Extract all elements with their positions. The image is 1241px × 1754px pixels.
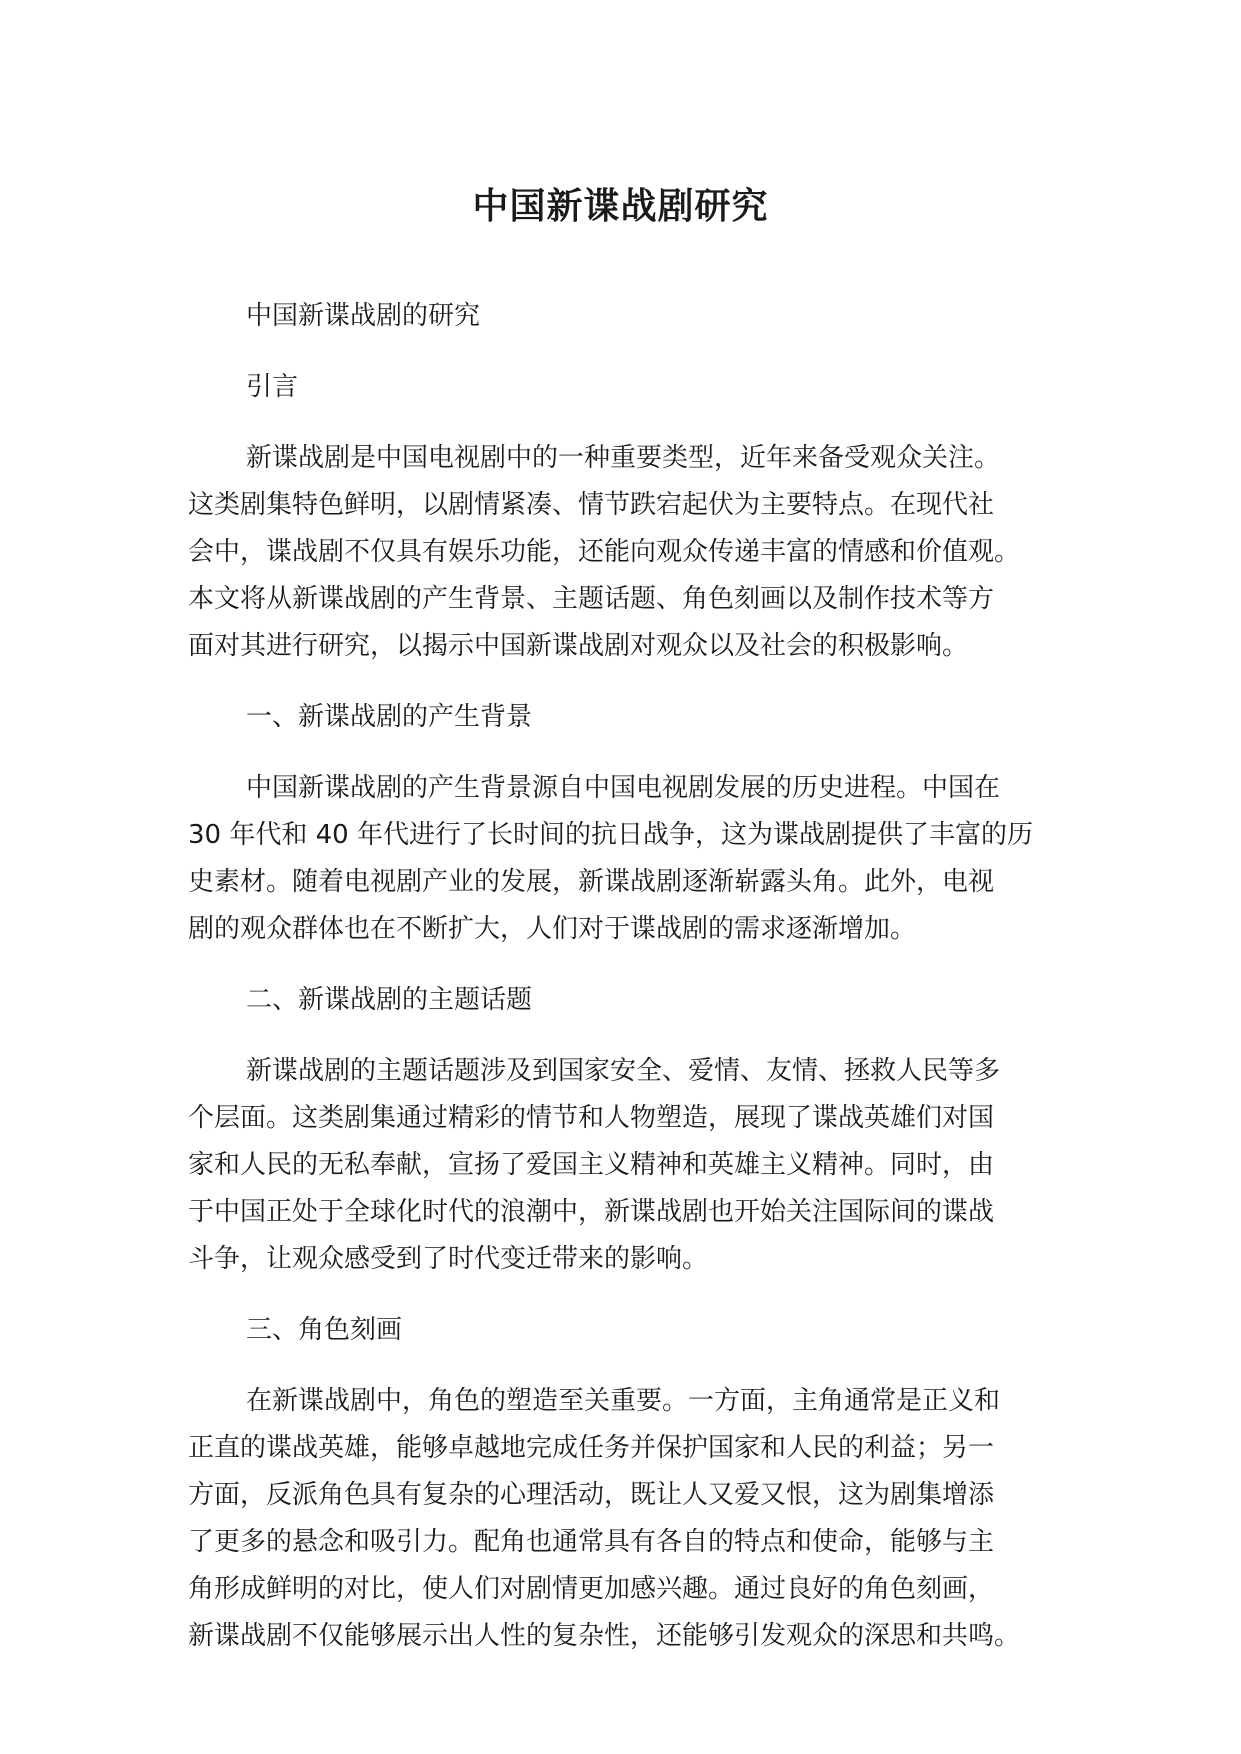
section3-heading: 三、角色刻画 [246,1315,403,1345]
intro-paragraph: 新谍战剧是中国电视剧中的一种重要类型，近年来备受观众关注。 这类剧集特色鲜明，以剧情紧凑、情节跌宕起伏为主要特点。在现代社 会中，谍战剧不仅具有娱乐功能，还能向观众传递丰富的情感和价值观。 本文将从新谍战剧的产生背景、主题话题、角色刻画以及制作技术等方 面对其进行研究，以揭示中国新谍战剧对观众以及社会的积极影响。 [188,443,1021,661]
section2-paragraph: 新谍战剧的主题话题涉及到国家安全、爱情、友情、拯救人民等多 个层面。这类剧集通过精彩的情节和人物塑造，展现了谍战英雄们对国 家和人民的无私奉献，宣扬了爱国主义精神和英雄主义精神。同时，由 于中国正处于全球化时代的浪潮中，新谍战剧也开始关注国际间的谍战 斗争，让观众感受到了时代变迁带来的影响。 [188,1056,1001,1274]
section3-paragraph: 在新谍战剧中，角色的塑造至关重要。一方面，主角通常是正义和 正直的谍战英雄，能够卓越地完成任务并保护国家和人民的利益；另一 方面，反派角色具有复杂的心理活动，既让人又爱又恨，这为剧集增添 了更多的悬念和吸引力。配角也通常具有各自的特点和使命，能够与主 角形成鲜明的对比，使人们对剧情更加感兴趣。通过良好的角色刻画， 新谍战剧不仅能够展示出人性的复杂性，还能够引发观众的深思和共鸣。 [188,1386,1021,1651]
document-title: 中国新谍战剧研究 [472,186,769,227]
document-body [188,293,1068,1684]
section1-paragraph: 中国新谍战剧的产生背景源自中国电视剧发展的历史进程。中国在 30 年代和 40 年代进行了长时间的抗日战争，这为谍战剧提供了丰富的历 史素材。随着电视剧产业的发展，新谍战剧逐渐崭露头角。此外，电视 剧的观众群体也在不断扩大，人们对于谍战剧的需求逐渐增加。 [188,773,1033,944]
section2-heading: 二、新谍战剧的主题话题 [246,985,533,1015]
intro-heading: 引言 [246,372,299,402]
subtitle: 中国新谍战剧的研究 [246,301,481,331]
section1-heading: 一、新谍战剧的产生背景 [246,702,533,732]
